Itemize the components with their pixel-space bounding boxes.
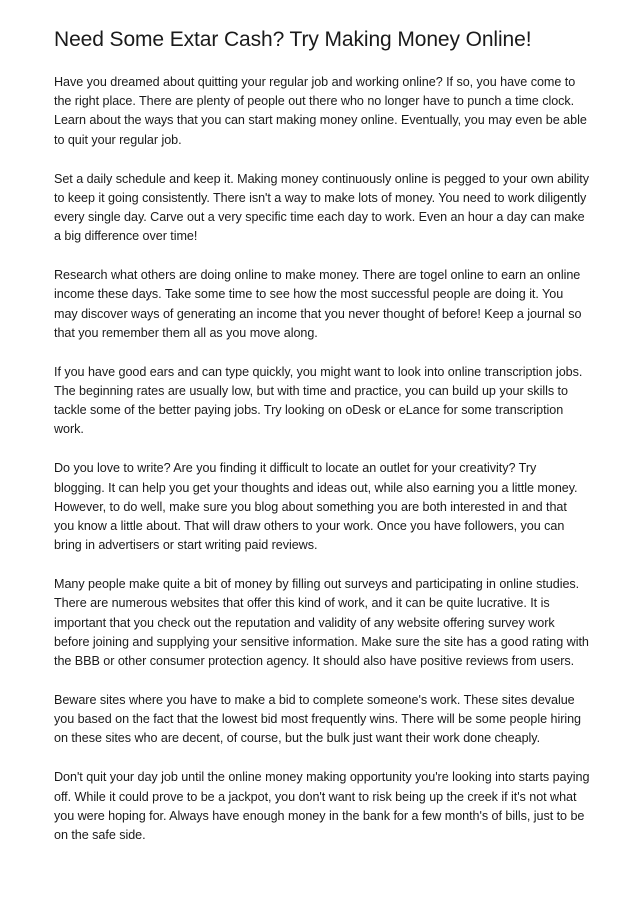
document-page xyxy=(54,26,590,865)
paragraph-blogging: Do you love to write? Are you finding it difficult to locate an outlet for your creativity? Try blogging. It can help you get your thoughts and ideas out, while also earning you a little money. However, to do well, make sure you blog about something you are both interested in and that you know a little about. That will draw others to your work. Once you have followers, you can bring in advertisers or start writing paid reviews. xyxy=(54,461,578,553)
document-title: Need Some Extar Cash? Try Making Money Online! xyxy=(54,28,532,51)
paragraph-intro: Have you dreamed about quitting your regular job and working online? If so, you have come to the right place. There are plenty of people out there who no longer have to punch a time clock. Learn about the ways that you can start making money online. Eventually, you may even be able to quit your regular job. xyxy=(54,75,587,147)
paragraph-research: Research what others are doing online to make money. There are togel online to earn an online income these days. Take some time to see how the most successful people are doing it. You may discover ways of generating an income that you never thought of before! Keep a journal so that you remember them all as you move along. xyxy=(54,268,582,340)
paragraph-daily-schedule: Set a daily schedule and keep it. Making money continuously online is pegged to your own ability to keep it going consistently. There isn't a way to make lots of money. You need to work diligently every single day. Carve out a very specific time each day to work. Even an hour a day can make a big difference over time! xyxy=(54,171,589,244)
paragraph-transcription: If you have good ears and can type quickly, you might want to look into online transcription jobs. The beginning rates are usually low, but with time and practice, you can build up your skills to tackle some of the better paying jobs. Try looking on oDesk or eLance for some transcription work. xyxy=(54,364,583,437)
paragraph-bid-sites: Beware sites where you have to make a bid to complete someone's work. These sites devalue you based on the fact that the lowest bid most frequently wins. There will be some people hiring on these sites who are decent, of course, but the bulk just want their work done cheaply. xyxy=(54,693,582,746)
paragraph-day-job: Don't quit your day job until the online money making opportunity you're looking into starts paying off. While it could prove to be a jackpot, you don't want to risk being up the creek if it's not what you were hoping for. Always have enough money in the bank for a few month's of bills, just to be on the safe side. xyxy=(54,770,590,843)
paragraph-surveys: Many people make quite a bit of money by filling out surveys and participating in online studies. There are numerous websites that offer this kind of work, and it can be quite lucrative. It is important that you check out the reputation and validity of any website offering survey work before joining and supplying your sensitive information. Make sure the site has a good rating with the BBB or other consumer protection agency. It should also have positive reviews from users. xyxy=(54,577,589,669)
